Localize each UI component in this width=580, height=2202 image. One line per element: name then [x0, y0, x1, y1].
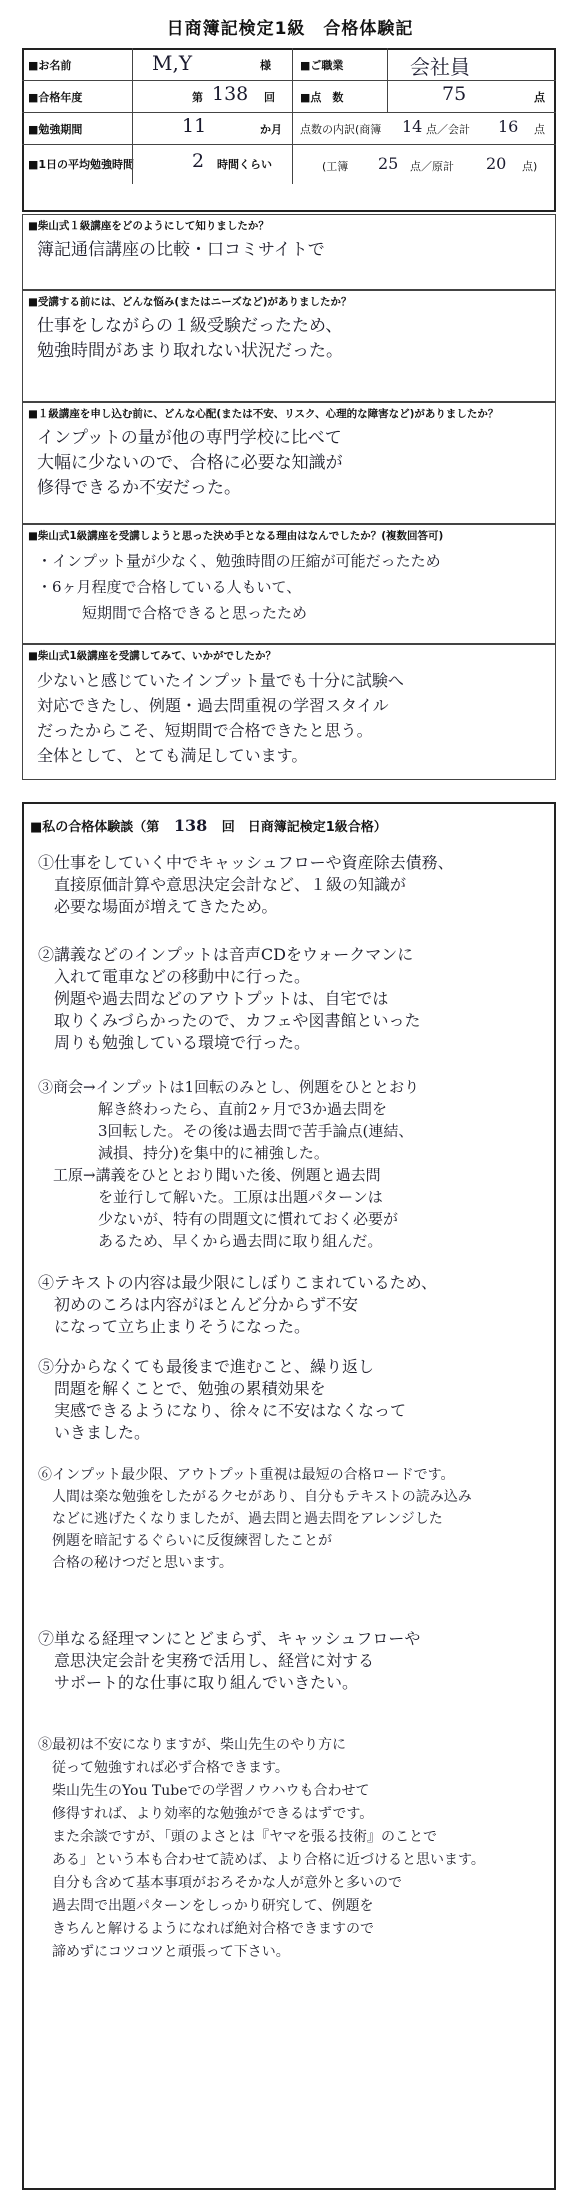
paragraph-line: 自分も含めて基本事項がおろそかな人が意外と多いので	[38, 1875, 402, 1891]
question-concerns: ■１級講座を申し込む前に、どんな心配(または不安、リスク、心理的な障害など)がありましたか？	[28, 408, 499, 420]
experience-box	[22, 802, 556, 2190]
paragraph-line: 直接原価計算や意思決定会計など、１級の知識が	[38, 875, 407, 894]
daily-suffix: 時間くらい	[217, 158, 272, 171]
question-deciding-reason: ■柴山式1級講座を受講しようと思った決め手となる理由はなんでしたか？(複数回答可)	[28, 530, 444, 542]
period-suffix: か月	[260, 123, 282, 136]
question-impression: ■柴山式1級講座を受講してみて、いかがでしたか？	[28, 650, 277, 662]
paragraph-6	[38, 1464, 548, 1574]
paragraph-line: 柴山先生のYou Tubeでの学習ノウハウも合わせて	[38, 1783, 370, 1799]
paragraph-line: 取りくみづらかったので、カフェや図書館といった	[38, 1011, 421, 1030]
paragraph-line: ③商会→インプットは1回転のみとし、例題をひととおり	[38, 1078, 420, 1096]
experience-title-suffix: 回 日商簿記検定1級合格）	[221, 820, 387, 835]
kobo-value: 25	[378, 154, 399, 173]
period-label: ■勉強期間	[28, 123, 83, 136]
paragraph-line: 例題や過去問などのアウトプットは、自宅では	[38, 989, 389, 1008]
answer-line: 対応できたし、例題・過去問重視の学習スタイル	[37, 696, 389, 715]
answer-worries	[23, 312, 555, 366]
paragraph-line: 少ないが、特有の問題文に慣れておく必要が	[38, 1210, 399, 1228]
paragraph-line: 意思決定会計を実務で活用し、経営に対する	[38, 1651, 375, 1670]
paragraph-4	[38, 1272, 548, 1338]
paragraph-line: 諦めずにコツコツと頑張って下さい。	[38, 1944, 290, 1960]
name-suffix: 様	[260, 59, 271, 72]
daily-label: ■1日の平均勉強時間	[28, 158, 135, 171]
paragraph-2	[38, 944, 548, 1054]
paragraph-line: 過去問で出題パターンをしっかり研究して、例題を	[38, 1898, 374, 1914]
paragraph-line: ⑦単なる経理マンにとどまらず、キャッシュフローや	[38, 1629, 421, 1648]
breakdown-kaikei: 16	[498, 117, 519, 136]
section-concerns	[22, 402, 556, 524]
breakdown-mid: 点／会計	[426, 123, 470, 136]
breakdown-shobo: 14	[402, 117, 423, 136]
paragraph-line: ①仕事をしていく中でキャッシュフローや資産除去債務、	[38, 853, 454, 872]
answer-line: 簿記通信講座の比較・口コミサイトで	[37, 240, 325, 260]
year-label: ■合格年度	[28, 91, 83, 104]
answer-line: 全体として、とても満足しています。	[37, 746, 308, 765]
answer-line: 短期間で合格できると思ったため	[37, 604, 308, 622]
paragraph-line: などに逃げたくなりましたが、過去問と過去問をアレンジした	[38, 1511, 443, 1527]
breakdown-label: 点数の内訳(商簿	[300, 123, 382, 136]
paragraph-line: を並行して解いた。工原は出題パターンは	[38, 1188, 383, 1206]
paragraph-7	[38, 1628, 548, 1694]
paragraph-line: 合格の秘けつだと思います。	[38, 1555, 233, 1571]
year-prefix: 第	[192, 91, 203, 104]
paragraph-5	[38, 1356, 548, 1444]
paragraph-line: 工原→講義をひととおり聞いた後、例題と過去問	[38, 1166, 381, 1184]
header-divider-mid	[292, 48, 293, 184]
experience-title-prefix: ■私の合格体験談（第	[30, 820, 160, 835]
paragraph-line: ④テキストの内容は最少限にしぼりこまれているため、	[38, 1273, 438, 1292]
section-worries	[22, 290, 556, 402]
paragraph-line: ②講義などのインプットは音声CDをウォークマンに	[38, 945, 414, 964]
paragraph-line: ⑧最初は不安になりますが、柴山先生のやり方に	[38, 1737, 346, 1753]
paragraph-line: きちんと解けるようになれば絶対合格できますので	[38, 1921, 374, 1937]
score-suffix: 点	[534, 91, 545, 104]
year-value: 138	[212, 83, 249, 105]
experience-title-number: 138	[173, 816, 208, 835]
paragraph-line: 問題を解くことで、勉強の累積効果を	[38, 1379, 326, 1398]
section-how-found	[22, 214, 556, 290]
paragraph-line: 必要な場面が増えてきたため。	[38, 897, 278, 916]
breakdown-end: 点	[534, 123, 545, 136]
row-period	[22, 112, 556, 145]
row-year	[22, 80, 556, 113]
paragraph-line: ⑤分からなくても最後まで進むこと、繰り返し	[38, 1357, 375, 1376]
section-impression	[22, 644, 556, 780]
answer-concerns	[23, 424, 555, 503]
name-value: M,Y	[152, 51, 193, 75]
paragraph-8	[38, 1734, 548, 1964]
answer-deciding-reason	[23, 546, 555, 628]
paragraph-line: 周りも勉強している環境で行った。	[38, 1033, 311, 1052]
paragraph-1	[38, 852, 548, 918]
page-title: 日商簿記検定1級 合格体験記	[166, 19, 414, 39]
experience-title	[24, 804, 554, 841]
paragraph-3	[38, 1076, 548, 1252]
job-value: 会社員	[410, 55, 470, 79]
answer-line: 大幅に少ないので、合格に必要な知識が	[37, 453, 343, 473]
paragraph-line: サポート的な仕事に取り組んでいきたい。	[38, 1673, 359, 1692]
genka-end: 点)	[522, 160, 538, 173]
name-label: ■お名前	[28, 59, 72, 72]
header-divider-left	[132, 48, 133, 184]
answer-line: ・インプット量が少なく、勉強時間の圧縮が可能だったため	[37, 552, 441, 570]
answer-how-found	[23, 236, 555, 265]
period-value: 11	[182, 115, 207, 137]
answer-line: 仕事をしながらの１級受験だったため、	[37, 316, 343, 336]
section-deciding-reason	[22, 524, 556, 644]
row-name	[22, 48, 556, 81]
score-value: 75	[442, 83, 467, 105]
paragraph-line: 人間は楽な勉強をしたがるクセがあり、自分もテキストの読み込み	[38, 1489, 472, 1505]
answer-line: インプットの量が他の専門学校に比べて	[37, 428, 342, 448]
paragraph-line: 従って勉強すれば必ず合格できます。	[38, 1760, 289, 1776]
header-divider-right	[387, 48, 388, 112]
paragraph-line: 解き終わったら、直前2ヶ月で3か過去問を	[38, 1100, 387, 1118]
paragraph-line: また余談ですが、「頭のよさとは『ヤマを張る技術』のことで	[38, 1829, 437, 1845]
kobo-mid: 点／原計	[410, 160, 454, 173]
paragraph-line: 減損、持分)を集中的に補強した。	[38, 1144, 329, 1162]
paragraph-line: あるため、早くから過去問に取り組んだ。	[38, 1232, 383, 1250]
paragraph-line: 初めのころは内容がほとんど分からず不安	[38, 1295, 359, 1314]
answer-line: 修得できるか不安だった。	[37, 478, 241, 498]
paragraph-line: いきました。	[38, 1423, 151, 1442]
daily-value: 2	[192, 150, 205, 172]
paragraph-line: 例題を暗記するぐらいに反復練習したことが	[38, 1533, 332, 1549]
paragraph-line: になって立ち止まりそうになった。	[38, 1317, 311, 1336]
paragraph-line: 3回転した。その後は過去問で苦手論点(連結、	[38, 1122, 414, 1140]
question-how-found: ■柴山式１級講座をどのようにして知りましたか？	[28, 220, 269, 232]
answer-line: ・6ヶ月程度で合格している人もいて、	[37, 578, 302, 596]
answer-line: 勉強時間があまり取れない状況だった。	[37, 341, 343, 361]
question-worries: ■受講する前には、どんな悩み(またはニーズなど)がありましたか？	[28, 296, 352, 308]
answer-impression	[23, 666, 555, 770]
year-suffix: 回	[264, 91, 275, 104]
answer-line: 少ないと感じていたインプット量でも十分に試験へ	[37, 671, 404, 690]
paragraph-line: 修得すれば、より効率的な勉強ができるはずです。	[38, 1806, 374, 1822]
answer-line: だったからこそ、短期間で合格できたと思う。	[37, 721, 373, 740]
score-label: ■点 数	[300, 91, 344, 104]
kobo-label: (工簿	[322, 160, 349, 173]
job-label: ■ご職業	[300, 59, 344, 72]
paragraph-line: 実感できるようになり、徐々に不安はなくなって	[38, 1401, 407, 1420]
genka-value: 20	[486, 154, 507, 173]
paragraph-line: ⑥インプット最少限、アウトプット重視は最短の合格ロードです。	[38, 1467, 455, 1483]
paragraph-line: ある」という本も合わせて読めば、より合格に近づけると思います。	[38, 1852, 485, 1868]
paragraph-line: 入れて電車などの移動中に行った。	[38, 967, 311, 986]
row-daily	[22, 144, 556, 184]
